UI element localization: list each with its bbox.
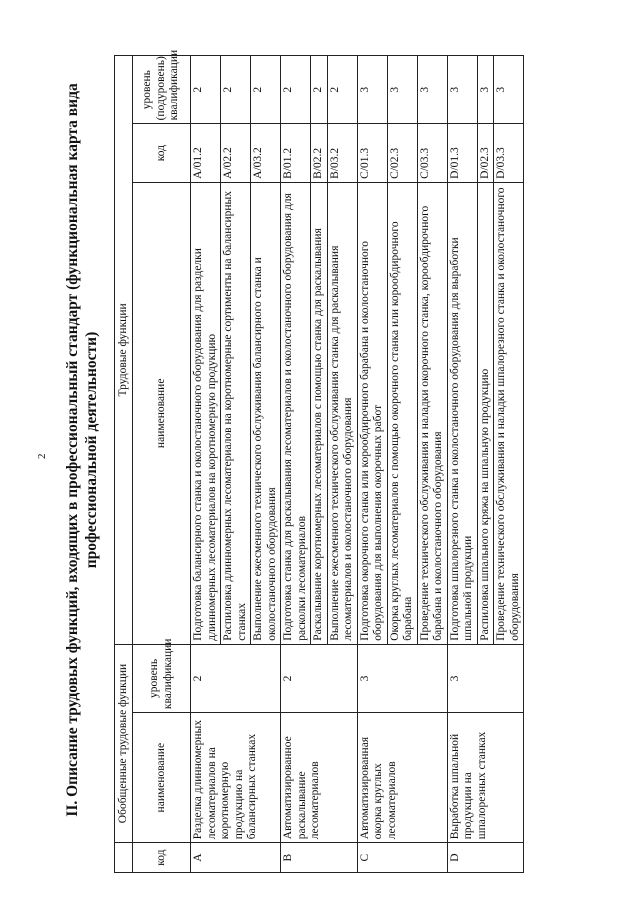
function-name: Подготовка шпалорезного станка и околостаночного оборудования для выработки шпальной продукции (447, 182, 477, 644)
header-fn-sublevel: уровень (подуровень) квалификации (133, 56, 191, 124)
group-level: 2 (281, 644, 358, 712)
function-name: Подготовка окорочного станка или корообдирочного барабана и околостаночного оборудования для выполнения окорочных работ (357, 182, 387, 644)
function-level: 2 (281, 56, 311, 124)
function-level: 3 (387, 56, 417, 124)
header-generalized: Обобщенные трудовые функции (115, 644, 133, 842)
function-level: 3 (357, 56, 387, 124)
function-name: Окорка круглых лесоматериалов с помощью окорочного станка или корообдирочного барабана (387, 182, 417, 644)
function-name: Раскалывание коротномерных лесоматериалов с помощью станка для раскалывания (311, 182, 328, 644)
title-line-1: II. Описание трудовых функций, входящих в профессиональный стандарт (функциональная карта вида (64, 83, 81, 817)
page-number: 2 (36, 453, 48, 459)
header-empty (115, 843, 133, 873)
title-line-2: профессиональной деятельности) (83, 331, 100, 569)
group-level: 3 (357, 644, 447, 712)
table-row (191, 56, 221, 873)
group-name: Выработка шпальной продукции на шпалорезных станках (447, 713, 524, 843)
header-fn-name: наименование (133, 182, 191, 644)
function-level: 2 (221, 56, 251, 124)
function-code: C/03.3 (417, 124, 447, 182)
function-name: Распиловка шпального кряжа на шпальную продукцию (477, 182, 494, 644)
group-name: Автоматизированная окорка круглых лесоматериалов (357, 713, 447, 843)
function-code: D/03.3 (494, 124, 524, 182)
function-level: 2 (251, 56, 281, 124)
function-level: 2 (191, 56, 221, 124)
function-code: C/01.3 (357, 124, 387, 182)
group-code: C (357, 843, 447, 873)
table-row (281, 56, 311, 873)
function-name: Выполнение ежесменного технического обслуживания станка для раскалывания лесоматериалов и околостаночного оборудования (327, 182, 357, 644)
function-name: Проведение технического обслуживания и наладки шпалорезного станка и околостаночного оборудования (494, 182, 524, 644)
functional-map-table (114, 49, 524, 873)
table-row (447, 56, 477, 873)
function-level: 3 (417, 56, 447, 124)
group-code: A (191, 843, 281, 873)
group-code: B (281, 843, 358, 873)
function-code: B/02.2 (311, 124, 328, 182)
function-code: D/02.3 (477, 124, 494, 182)
group-level: 2 (191, 644, 281, 712)
function-level: 2 (327, 56, 357, 124)
function-level: 2 (311, 56, 328, 124)
function-level: 3 (494, 56, 524, 124)
header-fn-code: код (133, 124, 191, 182)
header-labor-functions: Трудовые функции (115, 56, 133, 645)
function-level: 3 (477, 56, 494, 124)
header-level: уровень квалификации (133, 644, 191, 712)
header-code: код (133, 843, 191, 873)
function-code: A/02.2 (221, 124, 251, 182)
group-code: D (447, 843, 524, 873)
function-name: Подготовка станка для раскалывания лесоматериалов и околостаночного оборудования для расколки лесоматериалов (281, 182, 311, 644)
function-level: 3 (447, 56, 477, 124)
function-code: B/03.2 (327, 124, 357, 182)
function-name: Подготовка балансирного станка и околостаночного оборудования для разделки длинномерных лесоматериалов на коротномерную продукцию (191, 182, 221, 644)
header-name: наименование (133, 713, 191, 843)
function-code: C/02.3 (387, 124, 417, 182)
group-name: Автоматизированное раскалывание лесоматериалов (281, 713, 358, 843)
function-code: A/01.2 (191, 124, 221, 182)
table-row (357, 56, 387, 873)
function-code: D/01.3 (447, 124, 477, 182)
function-code: A/03.2 (251, 124, 281, 182)
function-name: Распиловка длинномерных лесоматериалов на коротномерные сортименты на балансирных станках (221, 182, 251, 644)
function-code: B/01.2 (281, 124, 311, 182)
function-name: Проведение технического обслуживания и наладки окорочного станка, корообдирочного барабана и околостаночного оборудования (417, 182, 447, 644)
function-name: Выполнение ежесменного технического обслуживания балансирного станка и околостаночного оборудования (251, 182, 281, 644)
group-level: 3 (447, 644, 524, 712)
document-title (63, 55, 101, 845)
group-name: Разделка длинномерных лесоматериалов на коротномерную продукцию на балансирных станках (191, 713, 281, 843)
